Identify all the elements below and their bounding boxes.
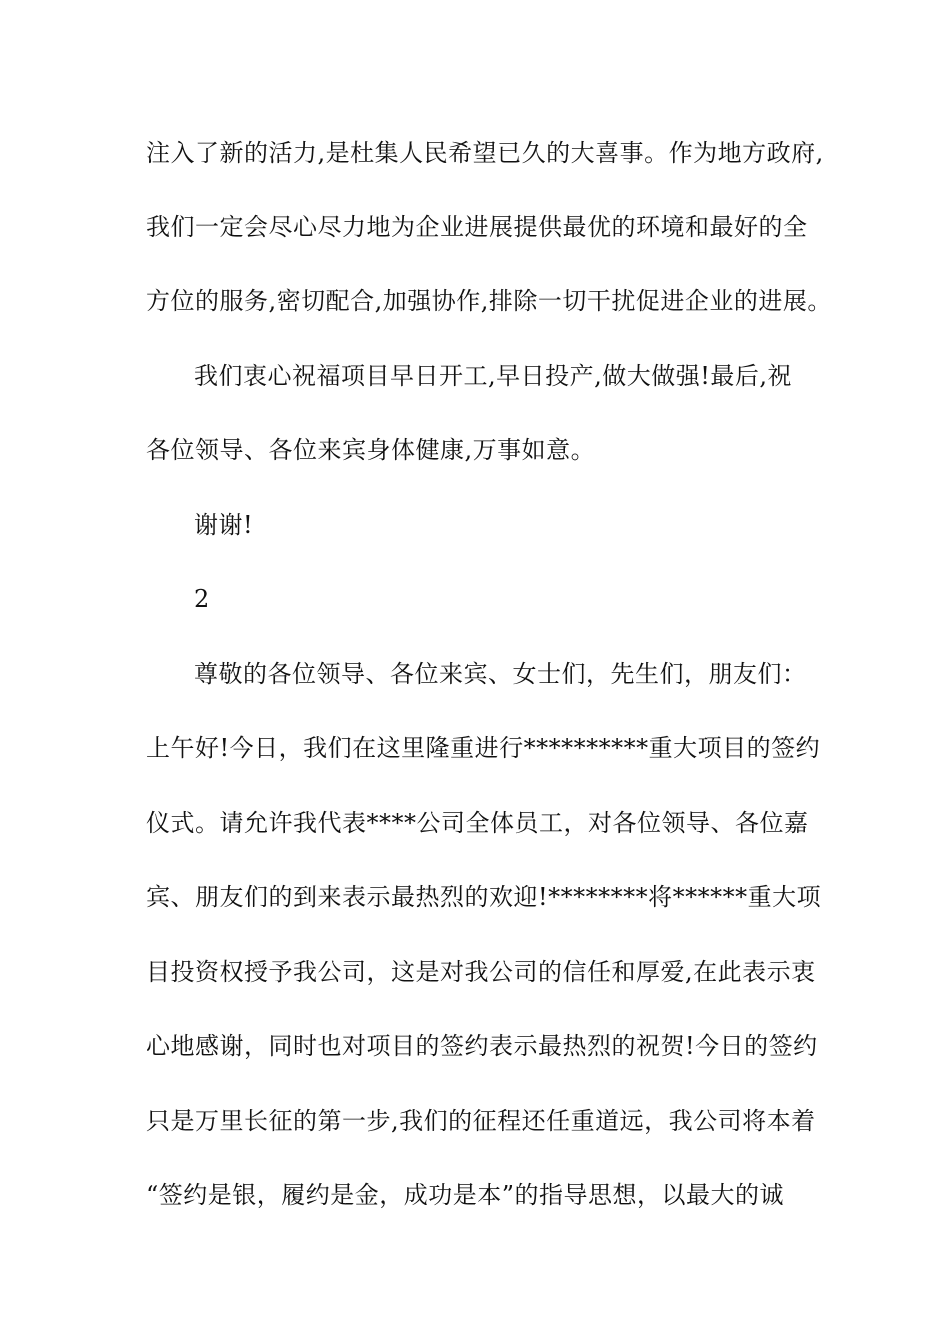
text-line: 只是万里长征的第一步,我们的征程还任重道远，我公司将本着 (146, 1107, 816, 1135)
text-line: 仪式。请允许我代表****公司全体员工，对各位领导、各位嘉 (146, 809, 809, 837)
text-line: 尊敬的各位领导、各位来宾、女士们，先生们，朋友们： (194, 660, 807, 688)
text-line: “签约是银，履约是金，成功是本”的指导思想，以最大的诚 (146, 1181, 785, 1209)
text-line: 宾、朋友们的到来表示最热烈的欢迎!********将******重大项 (146, 883, 822, 911)
text-line: 心地感谢，同时也对项目的签约表示最热烈的祝贺!今日的签约 (146, 1032, 818, 1060)
text-line: 各位领导、各位来宾身体健康,万事如意。 (146, 436, 596, 464)
text-line: 上午好!今日，我们在这里隆重进行**********重大项目的签约 (146, 734, 821, 762)
text-line: 我们一定会尽心尽力地为企业进展提供最优的环境和最好的全 (146, 213, 808, 241)
text-line: 目投资权授予我公司，这是对我公司的信任和厚爱,在此表示衷 (146, 958, 816, 986)
text-line: 注入了新的活力,是杜集人民希望已久的大喜事。作为地方政府, (146, 139, 824, 167)
section-number: 2 (194, 585, 210, 613)
text-line: 我们衷心祝福项目早日开工,早日投产,做大做强!最后,祝 (194, 362, 793, 390)
text-line: 方位的服务,密切配合,加强协作,排除一切干扰促进企业的进展。 (146, 287, 832, 315)
text-line: 谢谢! (194, 511, 254, 539)
